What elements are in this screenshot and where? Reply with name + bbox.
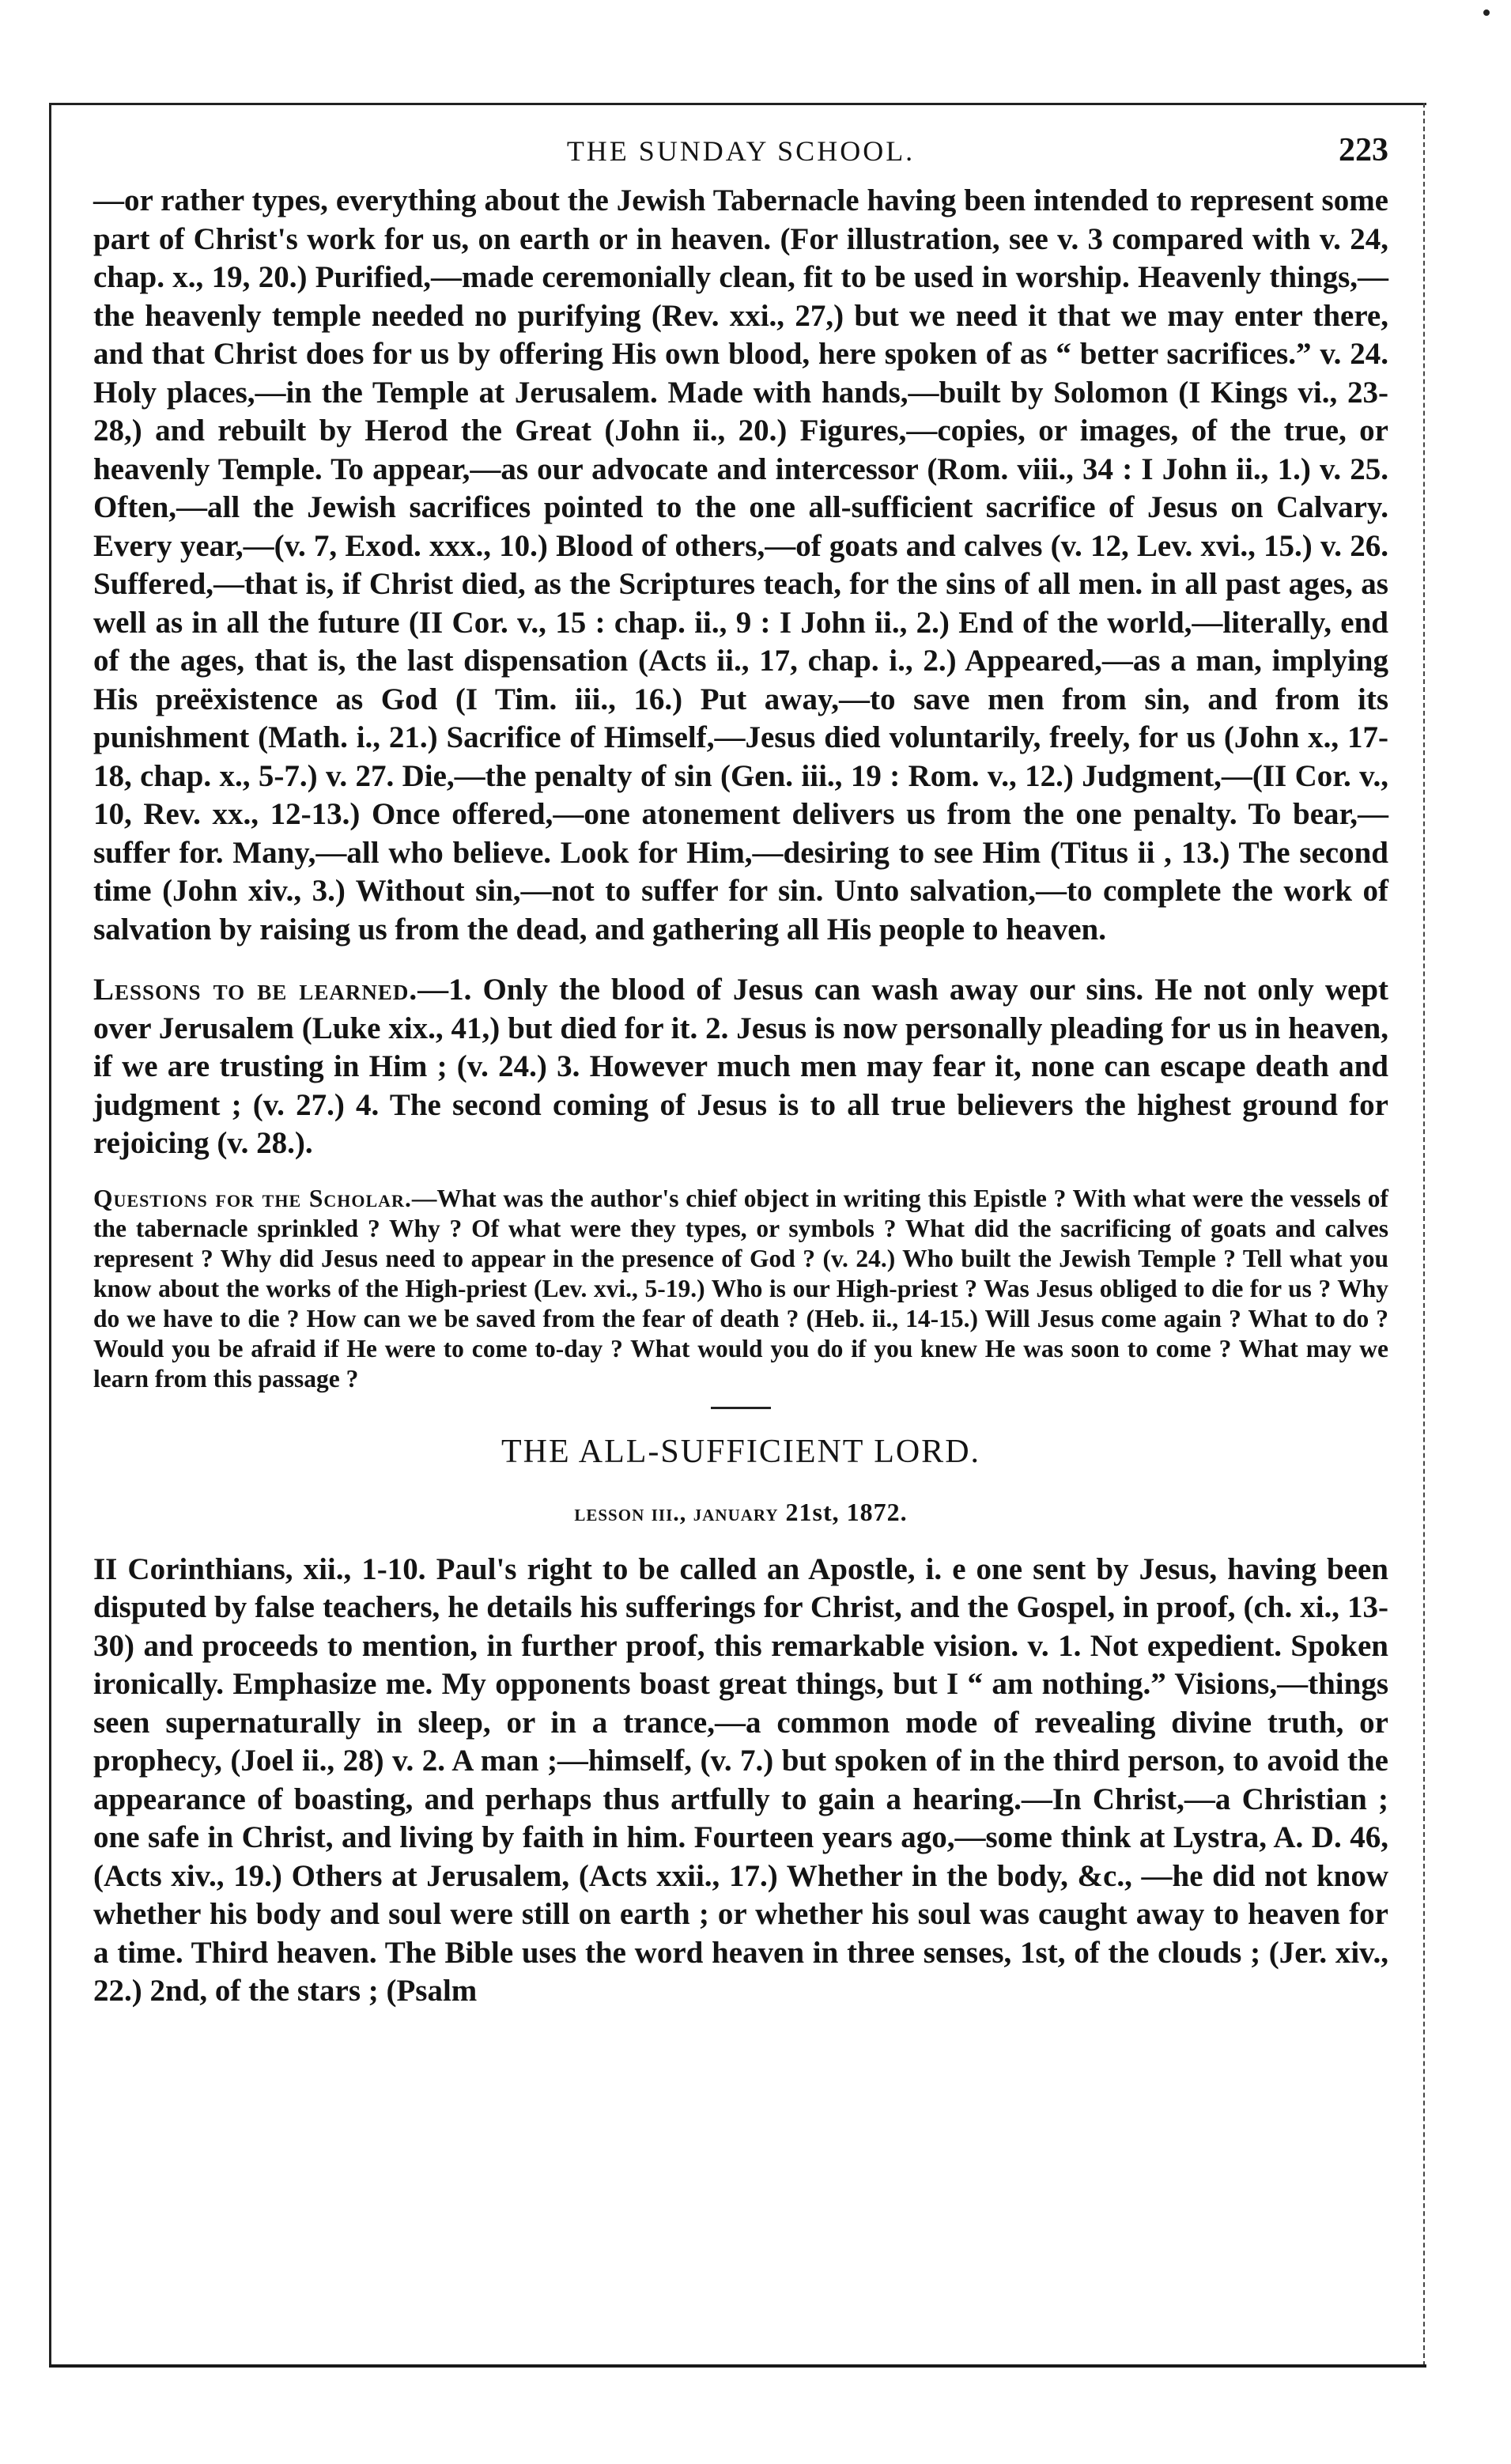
- running-title: THE SUNDAY SCHOOL.: [566, 135, 916, 167]
- page-border-right: [1423, 103, 1425, 2366]
- questions-text: —What was the author's chief object in writing this Epistle ? With what were the vessels of the tabernacle sprinkled ? Why ? Of what were they types, or symbols ? What did the sacrificing of goats and calves represent ? Why did Jesus need to appear in the presence of God ? (v. 24.) Who built the Jewish Temple ? Tell what you know about the works of the High-priest (Lev. xvi., 5-19.) Who is our High-priest ? Was Jesus obliged to die for us ? Why do we have to die ? How can we be saved from the fear of death ? (Heb. ii., 14-15.) Will Jesus come again ? What to do ? Would you be afraid if He were to come to-day ? What would you do if you knew He was soon to come ? What may we learn from this passage ?: [93, 1184, 1388, 1393]
- page-border-left: [49, 103, 51, 2366]
- section-divider: [711, 1407, 771, 1409]
- page-border-top: [49, 103, 1426, 105]
- ink-speck: [1483, 9, 1490, 16]
- text-block: [93, 134, 1388, 2011]
- lesson-subtitle: [93, 1498, 1388, 1527]
- running-head: [93, 134, 1388, 182]
- page-border-bottom: [49, 2364, 1426, 2368]
- lesson-date: 21st, 1872.: [785, 1497, 908, 1526]
- lessons-heading: Lessons to be learned.: [93, 973, 418, 1007]
- lessons-paragraph: [93, 971, 1388, 1163]
- lesson-body-paragraph: II Corinthians, xii., 1-10. Paul's right to be called an Apostle, i. e one sent by Jesus, having been disputed by false teachers, he details his sufferings for Christ, and the Gospel, in proof, (ch. xi., 13-30) and proceeds to mention, in further proof, this remarkable vision. v. 1. Not expedient. Spoken ironically. Emphasize me. My opponents boast great things, but I “ am nothing.” Visions,—things seen supernaturally in sleep, or in a trance,—a common mode of revealing divine truth, or prophecy, (Joel ii., 28) v. 2. A man ;—himself, (v. 7.) but spoken of in the third person, to avoid the appearance of boasting, and perhaps thus artfully to gain a hearing.—In Christ,—a Christian ; one safe in Christ, and living by faith in him. Fourteen years ago,—some think at Lystra, A. D. 46, (Acts xiv., 19.) Others at Jerusalem, (Acts xxii., 17.) Whether in the body, &c., —he did not know whether his body and soul were still on earth ; or whether his soul was caught away to heaven for a time. Third heaven. The Bible uses the word heaven in three senses, 1st, of the clouds ; (Jer. xiv., 22.) 2nd, of the stars ; (Psalm: [93, 1551, 1388, 2008]
- lessons-text: —1. Only the blood of Jesus can wash away our sins. He not only wept over Jerusalem (Luke xix., 41,) but died for it. 2. Jesus is now personally pleading for us in heaven, if we are trusting in Him ; (v. 24.) 3. However much men may fear it, none can escape death and judgment ; (v. 27.) 4. The second coming of Jesus is to all true believers the highest ground for rejoicing (v. 28.).: [93, 973, 1388, 1160]
- questions-heading: Questions for the Scholar.: [93, 1184, 412, 1212]
- commentary-paragraph: —or rather types, everything about the Jewish Tabernacle having been intended to represent some part of Christ's work for us, on earth or in heaven. (For illustration, see v. 3 compared with v. 24, chap. x., 19, 20.) Purified,—made ceremonially clean, fit to be used in worship. Heavenly things,—the heavenly temple needed no purifying (Rev. xxi., 27,) but we need it that we may enter there, and that Christ does for us by offering His own blood, here spoken of as “ better sacrifices.” v. 24. Holy places,—in the Temple at Jerusalem. Made with hands,—built by Solomon (I Kings vi., 23-28,) and rebuilt by Herod the Great (John ii., 20.) Figures,—copies, or images, of the true, or heavenly Temple. To appear,—as our advocate and intercessor (Rom. viii., 34 : I John ii., 1.) v. 25. Often,—all the Jewish sacrifices pointed to the one all-sufficient sacrifice of Jesus on Calvary. Every year,—(v. 7, Exod. xxx., 10.) Blood of others,—of goats and calves (v. 12, Lev. xvi., 15.) v. 26. Suffered,—that is, if Christ died, as the Scriptures teach, for the sins of all men. in all past ages, as well as in all the future (II Cor. v., 15 : chap. ii., 9 : I John ii., 2.) End of the world,—literally, end of the ages, that is, the last dispensation (Acts ii., 17, chap. i., 2.) Appeared,—as a man, implying His preëxistence as God (I Tim. iii., 16.) Put away,—to save men from sin, and from its punishment (Math. i., 21.) Sacrifice of Himself,—Jesus died voluntarily, freely, for us (John x., 17-18, chap. x., 5-7.) v. 27. Die,—the penalty of sin (Gen. iii., 19 : Rom. v., 12.) Judgment,—(II Cor. v., 10, Rev. xx., 12-13.) Once offered,—one atonement delivers us from the one penalty. To bear,—suffer for. Many,—all who believe. Look for Him,—desiring to see Him (Titus ii , 13.) The second time (John xiv., 3.) Without sin,—not to suffer for sin. Unto salvation,—to complete the work of salvation by raising us from the dead, and gathering all His people to heaven.: [93, 183, 1388, 947]
- questions-paragraph: [93, 1184, 1388, 1394]
- lesson-label: lesson iii., january: [574, 1499, 779, 1526]
- page-number: 223: [1339, 132, 1388, 168]
- lesson-title: THE ALL-SUFFICIENT LORD.: [501, 1433, 981, 1470]
